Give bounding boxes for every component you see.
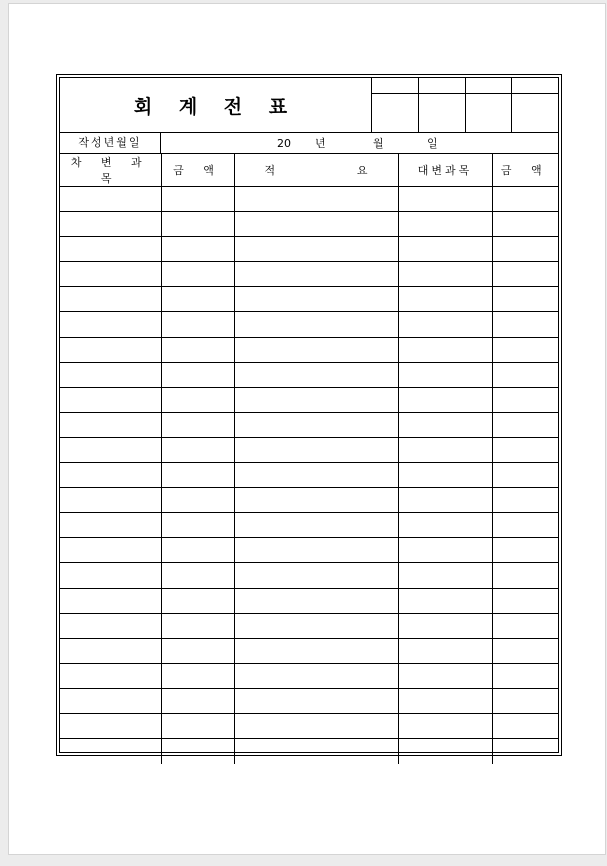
debit-account-cell[interactable] — [60, 663, 161, 688]
voucher-form — [59, 77, 559, 753]
debit-amount-cell[interactable] — [161, 437, 234, 462]
debit-amount-cell[interactable] — [161, 488, 234, 513]
debit-amount-cell[interactable] — [161, 513, 234, 538]
credit-account-cell[interactable] — [398, 187, 492, 212]
approval-box-sign[interactable] — [466, 94, 512, 132]
approval-box[interactable] — [466, 78, 513, 132]
ledger-table — [60, 154, 558, 764]
summary-cell[interactable] — [234, 287, 398, 312]
credit-amount-cell[interactable] — [492, 688, 558, 713]
table-row — [60, 613, 558, 638]
debit-amount-cell[interactable] — [161, 237, 234, 262]
voucher-title: 회 계 전 표 — [60, 78, 372, 132]
summary-cell[interactable] — [234, 588, 398, 613]
debit-account-header: 차 변 과 목 — [60, 154, 161, 187]
approval-box-label — [466, 78, 512, 94]
ledger-header-row — [60, 154, 558, 187]
credit-amount-cell[interactable] — [492, 312, 558, 337]
credit-amount-header: 금 액 — [492, 154, 558, 187]
debit-amount-cell[interactable] — [161, 739, 234, 764]
summary-cell[interactable] — [234, 688, 398, 713]
debit-account-cell[interactable] — [60, 538, 161, 563]
document-page — [8, 3, 606, 855]
credit-account-cell[interactable] — [398, 588, 492, 613]
credit-account-cell[interactable] — [398, 287, 492, 312]
summary-header-left: 적 — [264, 164, 276, 177]
debit-account-cell[interactable] — [60, 739, 161, 764]
summary-cell[interactable] — [234, 713, 398, 738]
credit-account-cell[interactable] — [398, 212, 492, 237]
approval-box-sign[interactable] — [372, 94, 418, 132]
table-row — [60, 739, 558, 764]
table-row — [60, 663, 558, 688]
summary-cell[interactable] — [234, 488, 398, 513]
date-field[interactable] — [161, 133, 558, 153]
summary-cell[interactable] — [234, 362, 398, 387]
credit-account-cell[interactable] — [398, 387, 492, 412]
summary-cell[interactable] — [234, 412, 398, 437]
credit-amount-cell[interactable] — [492, 437, 558, 462]
credit-amount-cell[interactable] — [492, 212, 558, 237]
credit-account-cell[interactable] — [398, 739, 492, 764]
debit-amount-header: 금 액 — [161, 154, 234, 187]
credit-amount-cell[interactable] — [492, 287, 558, 312]
credit-account-cell[interactable] — [398, 713, 492, 738]
approval-box-sign[interactable] — [419, 94, 465, 132]
credit-account-cell[interactable] — [398, 237, 492, 262]
approval-box[interactable] — [372, 78, 419, 132]
summary-cell[interactable] — [234, 312, 398, 337]
ledger-body — [60, 187, 558, 764]
table-row — [60, 488, 558, 513]
summary-header — [234, 154, 398, 187]
table-row — [60, 563, 558, 588]
debit-amount-cell[interactable] — [161, 463, 234, 488]
credit-account-cell[interactable] — [398, 412, 492, 437]
table-row — [60, 437, 558, 462]
credit-amount-cell[interactable] — [492, 739, 558, 764]
summary-cell[interactable] — [234, 613, 398, 638]
debit-amount-cell[interactable] — [161, 262, 234, 287]
table-row — [60, 688, 558, 713]
debit-amount-cell[interactable] — [161, 538, 234, 563]
summary-cell[interactable] — [234, 212, 398, 237]
month-unit: 월 — [373, 137, 384, 150]
table-row — [60, 187, 558, 212]
debit-account-cell[interactable] — [60, 688, 161, 713]
debit-amount-cell[interactable] — [161, 412, 234, 437]
credit-account-cell[interactable] — [398, 638, 492, 663]
credit-amount-cell[interactable] — [492, 588, 558, 613]
credit-amount-cell[interactable] — [492, 538, 558, 563]
table-row — [60, 362, 558, 387]
summary-cell[interactable] — [234, 463, 398, 488]
year-unit: 년 — [315, 137, 326, 150]
debit-amount-cell[interactable] — [161, 362, 234, 387]
approval-box-label — [512, 78, 558, 94]
summary-cell[interactable] — [234, 563, 398, 588]
date-row — [60, 133, 558, 154]
debit-account-cell[interactable] — [60, 312, 161, 337]
debit-amount-cell[interactable] — [161, 688, 234, 713]
debit-account-cell[interactable] — [60, 262, 161, 287]
credit-account-cell[interactable] — [398, 437, 492, 462]
summary-cell[interactable] — [234, 337, 398, 362]
credit-account-cell[interactable] — [398, 463, 492, 488]
table-row — [60, 538, 558, 563]
debit-account-cell[interactable] — [60, 187, 161, 212]
credit-account-cell[interactable] — [398, 538, 492, 563]
credit-amount-cell[interactable] — [492, 412, 558, 437]
debit-amount-cell[interactable] — [161, 713, 234, 738]
table-row — [60, 513, 558, 538]
debit-account-cell[interactable] — [60, 287, 161, 312]
credit-account-cell[interactable] — [398, 337, 492, 362]
debit-account-cell[interactable] — [60, 638, 161, 663]
debit-account-cell[interactable] — [60, 237, 161, 262]
credit-account-cell[interactable] — [398, 563, 492, 588]
summary-cell[interactable] — [234, 262, 398, 287]
day-unit: 일 — [427, 137, 438, 150]
credit-account-cell[interactable] — [398, 262, 492, 287]
credit-account-cell[interactable] — [398, 688, 492, 713]
credit-account-cell[interactable] — [398, 362, 492, 387]
credit-amount-cell[interactable] — [492, 237, 558, 262]
debit-amount-cell[interactable] — [161, 312, 234, 337]
summary-cell[interactable] — [234, 187, 398, 212]
debit-account-cell[interactable] — [60, 337, 161, 362]
credit-account-cell[interactable] — [398, 613, 492, 638]
table-row — [60, 262, 558, 287]
debit-amount-cell[interactable] — [161, 563, 234, 588]
summary-cell[interactable] — [234, 237, 398, 262]
summary-cell[interactable] — [234, 663, 398, 688]
voucher-header — [60, 78, 558, 133]
date-label: 작성년월일 — [60, 133, 161, 153]
credit-amount-cell[interactable] — [492, 638, 558, 663]
debit-account-cell[interactable] — [60, 212, 161, 237]
approval-boxes — [372, 78, 558, 132]
credit-amount-cell[interactable] — [492, 337, 558, 362]
debit-account-cell[interactable] — [60, 463, 161, 488]
table-row — [60, 713, 558, 738]
debit-account-cell[interactable] — [60, 437, 161, 462]
credit-account-cell[interactable] — [398, 663, 492, 688]
credit-amount-cell[interactable] — [492, 463, 558, 488]
table-row — [60, 412, 558, 437]
table-row — [60, 312, 558, 337]
debit-account-cell[interactable] — [60, 563, 161, 588]
credit-account-cell[interactable] — [398, 488, 492, 513]
debit-amount-cell[interactable] — [161, 187, 234, 212]
debit-amount-cell[interactable] — [161, 287, 234, 312]
credit-amount-cell[interactable] — [492, 513, 558, 538]
summary-cell[interactable] — [234, 638, 398, 663]
table-row — [60, 287, 558, 312]
summary-cell[interactable] — [234, 437, 398, 462]
summary-header-right: 요 — [356, 164, 368, 177]
table-row — [60, 638, 558, 663]
credit-amount-cell[interactable] — [492, 387, 558, 412]
debit-account-cell[interactable] — [60, 362, 161, 387]
debit-account-cell[interactable] — [60, 513, 161, 538]
debit-amount-cell[interactable] — [161, 638, 234, 663]
table-row — [60, 212, 558, 237]
debit-amount-cell[interactable] — [161, 387, 234, 412]
debit-amount-cell[interactable] — [161, 613, 234, 638]
debit-account-cell[interactable] — [60, 613, 161, 638]
debit-account-cell[interactable] — [60, 713, 161, 738]
debit-account-cell[interactable] — [60, 488, 161, 513]
voucher-frame — [56, 74, 562, 756]
debit-amount-cell[interactable] — [161, 588, 234, 613]
credit-amount-cell[interactable] — [492, 713, 558, 738]
credit-amount-cell[interactable] — [492, 663, 558, 688]
debit-account-cell[interactable] — [60, 387, 161, 412]
approval-box-label — [419, 78, 465, 94]
table-row — [60, 237, 558, 262]
table-row — [60, 387, 558, 412]
credit-account-cell[interactable] — [398, 312, 492, 337]
approval-box[interactable] — [512, 78, 558, 132]
summary-cell[interactable] — [234, 538, 398, 563]
approval-box-sign[interactable] — [512, 94, 558, 132]
credit-amount-cell[interactable] — [492, 362, 558, 387]
approval-box[interactable] — [419, 78, 466, 132]
summary-cell[interactable] — [234, 739, 398, 764]
debit-amount-cell[interactable] — [161, 337, 234, 362]
debit-amount-cell[interactable] — [161, 212, 234, 237]
debit-account-cell[interactable] — [60, 588, 161, 613]
year-prefix: 20 — [277, 136, 291, 150]
summary-cell[interactable] — [234, 513, 398, 538]
credit-amount-cell[interactable] — [492, 488, 558, 513]
table-row — [60, 588, 558, 613]
credit-account-header: 대변과목 — [398, 154, 492, 187]
table-row — [60, 337, 558, 362]
approval-box-label — [372, 78, 418, 94]
credit-amount-cell[interactable] — [492, 613, 558, 638]
credit-amount-cell[interactable] — [492, 187, 558, 212]
credit-amount-cell[interactable] — [492, 563, 558, 588]
summary-cell[interactable] — [234, 387, 398, 412]
credit-amount-cell[interactable] — [492, 262, 558, 287]
credit-account-cell[interactable] — [398, 513, 492, 538]
table-row — [60, 463, 558, 488]
debit-amount-cell[interactable] — [161, 663, 234, 688]
debit-account-cell[interactable] — [60, 412, 161, 437]
